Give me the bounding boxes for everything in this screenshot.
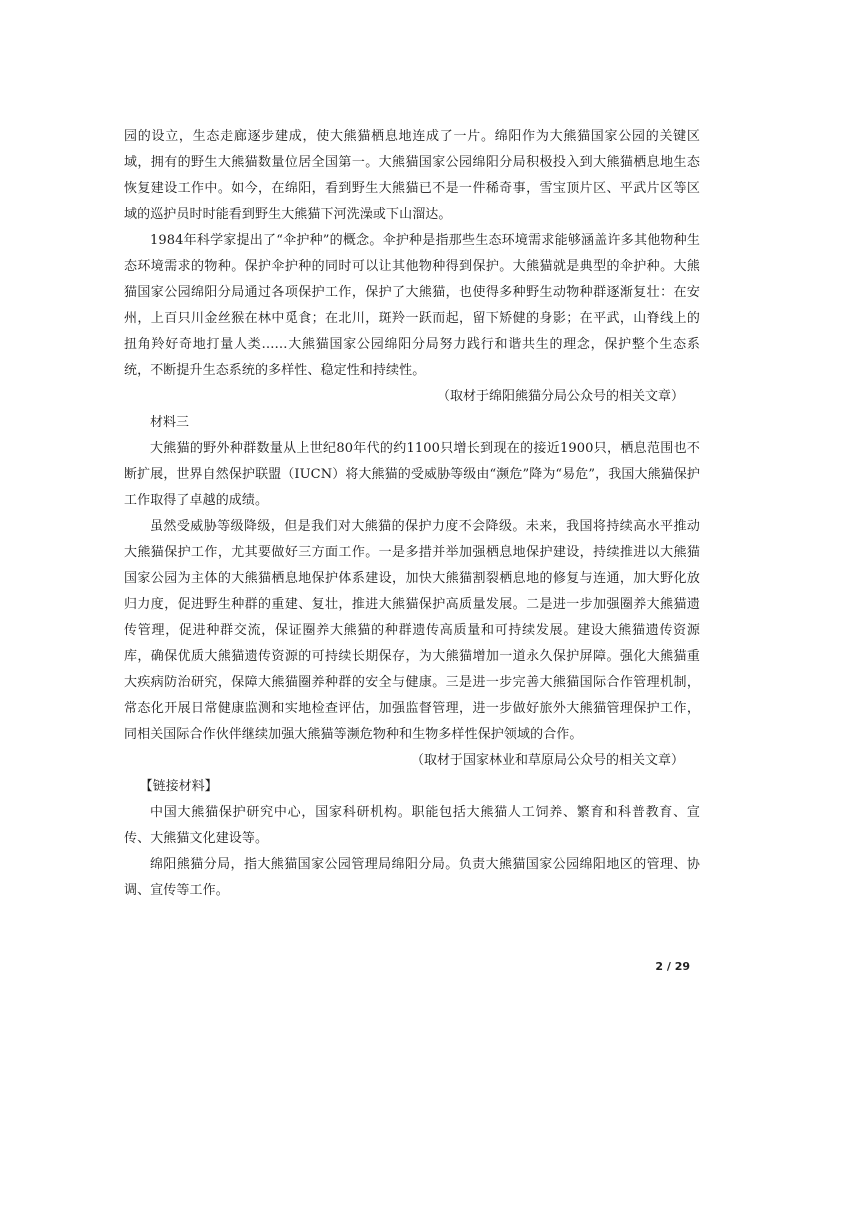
paragraph-population-growth: 大熊猫的野外种群数量从上世纪80年代的约1100只增长到现在的接近1900只，栖息范围也不断扩展，世界自然保护联盟（IUCN）将大熊猫的受威胁等级由“濒危”降为“易危”，我国大熊猫保护工作取得了卓越的成绩。: [124, 441, 700, 508]
document-page: [124, 124, 700, 904]
paragraph-continuation: 园的设立，生态走廊逐步建成，使大熊猫栖息地连成了一片。绵阳作为大熊猫国家公园的关键区域，拥有的野生大熊猫数量位居全国第一。大熊猫国家公园绵阳分局积极投入到大熊猫栖息地生态恢复建设工作中。如今，在绵阳，看到野生大熊猫已不是一件稀奇事，雪宝顶片区、平武片区等区域的巡护员时时能看到野生大熊猫下河洗澡或下山溜达。: [124, 129, 700, 222]
source-citation-2: （取材于国家林业和草原局公众号的相关文章）: [410, 753, 684, 768]
linked-material-heading: 【链接材料】: [139, 779, 218, 794]
paragraph-future-work: 虽然受威胁等级降级，但是我们对大熊猫的保护力度不会降级。未来，我国将持续高水平推动大熊猫保护工作，尤其要做好三方面工作。一是多措并举加强栖息地保护建设，持续推进以大熊猫国家公园为主体的大熊猫栖息地保护体系建设，加快大熊猫割裂栖息地的修复与连通，加大野化放归力度，促进野生种群的重建、复壮，推进大熊猫保护高质量发展。二是进一步加强圈养大熊猫遗传管理，促进种群交流，保证圈养大熊猫的种群遗传高质量和可持续发展。建设大熊猫遗传资源库，确保优质大熊猫遗传资源的可持续长期保存，为大熊猫增加一道永久保护屏障。强化大熊猫重大疾病防治研究，保障大熊猫圈养种群的安全与健康。三是进一步完善大熊猫国际合作管理机制，常态化开展日常健康监测和实地检查评估，加强监督管理，进一步做好旅外大熊猫管理保护工作，同相关国际合作伙伴继续加强大熊猫等濒危物种和生物多样性保护领域的合作。: [124, 519, 700, 742]
page-number: 2 / 29: [655, 960, 690, 973]
material-three-heading: 材料三: [150, 415, 190, 430]
paragraph-research-center: 中国大熊猫保护研究中心，国家科研机构。职能包括大熊猫人工饲养、繁育和科普教育、宣传、大熊猫文化建设等。: [124, 805, 700, 846]
paragraph-umbrella-species: 1984年科学家提出了“伞护种”的概念。伞护种是指那些生态环境需求能够涵盖许多其他物种生态环境需求的物种。保护伞护种的同时可以让其他物种得到保护。大熊猫就是典型的伞护种。大熊猫国家公园绵阳分局通过各项保护工作，保护了大熊猫，也使得多种野生动物种群逐渐复壮：在安州，上百只川金丝猴在林中觅食；在北川，斑羚一跃而起，留下矫健的身影；在平武，山脊线上的扭角羚好奇地打量人类……大熊猫国家公园绵阳分局努力践行和谐共生的理念，保护整个生态系统，不断提升生态系统的多样性、稳定性和持续性。: [124, 233, 700, 378]
source-citation-1: （取材于绵阳熊猫分局公众号的相关文章）: [436, 389, 684, 404]
paragraph-mianyang-branch: 绵阳熊猫分局，指大熊猫国家公园管理局绵阳分局。负责大熊猫国家公园绵阳地区的管理、协调、宣传等工作。: [124, 857, 700, 898]
